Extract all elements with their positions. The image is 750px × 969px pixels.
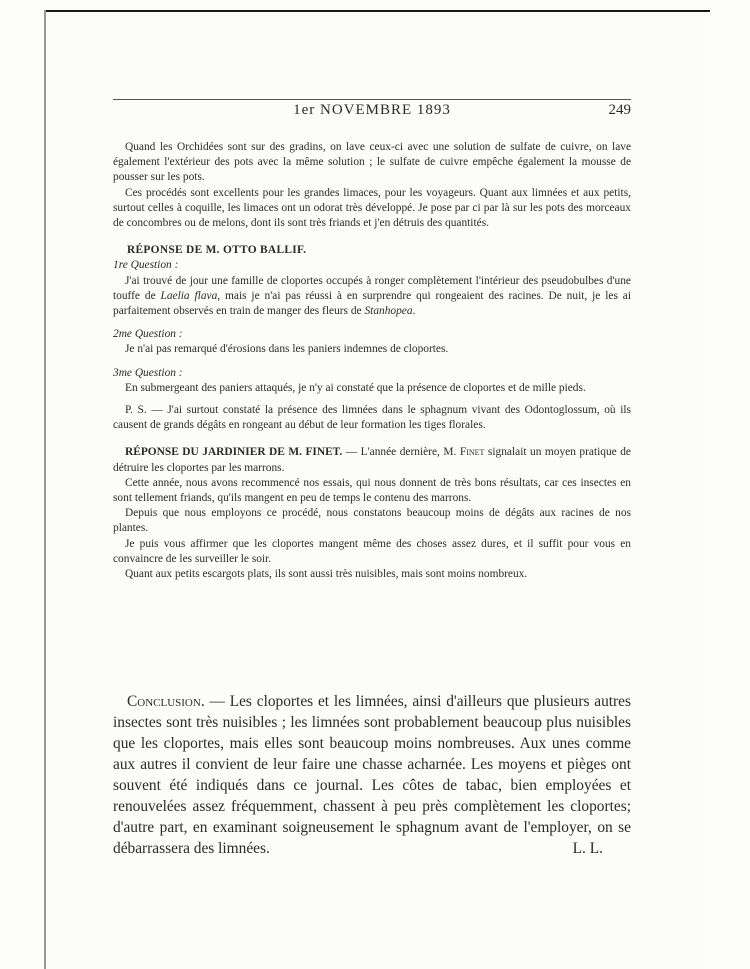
paragraph: Cette année, nous avons recommencé nos essais, qui nous donnent de très bons résultats, car ces insectes en sont tellement friands, qu'ils mangent en peu de temps le contenu des marrons. <box>113 476 631 505</box>
paragraph: Je puis vous affirmer que les cloportes mangent même des choses assez dures, et il suffit pour vous en convaincre de les surveiller le soir. <box>113 537 631 565</box>
header-date: 1er NOVEMBRE 1893 <box>293 102 451 118</box>
header-rule <box>113 99 631 100</box>
page-number: 249 <box>608 102 631 118</box>
text-run: . <box>412 305 416 318</box>
paragraph <box>113 445 631 475</box>
text-run: , mais je n'ai pas réussi à en surprendre qui rongeaient des racines. De nuit, je les ai parfaitement observés en train de manger des fleurs de <box>113 289 631 318</box>
running-header <box>113 102 631 122</box>
person-name: Finet <box>459 446 485 459</box>
genus-name: Stanhopea <box>364 305 413 318</box>
question-label: 2me Question : <box>113 328 183 341</box>
question-label: 1re Question : <box>113 259 179 272</box>
text-run: — Les cloportes et les limnées, ainsi d'ailleurs que plusieurs autres insectes sont très nuisibles ; les limnées sont probablement beaucoup plus nuisibles que les cloportes, mais elles sont beaucoup moins nombreuses. Aux unes comme aux autres il convient de leur faire une chasse acharnée. Les moyens et pièges ont souvent été indiqués dans ce journal. Les côtes de tabac, bien employées et renouvelées assez fréquemment, chassent à peu près complètement les cloportes; d'autre part, en examinant soigneusement le sphagnum avant de l'employer, on se débarrassera des limnées. <box>113 693 631 857</box>
conclusion-label: Conclusion. <box>127 693 205 710</box>
paragraph <box>113 274 631 320</box>
paragraph: En submergeant des paniers attaqués, je n'y ai constaté que la présence de cloportes et de mille pieds. <box>125 381 586 394</box>
text-run: signalait un moyen pratique de détruire les cloportes par les marrons. <box>113 446 631 474</box>
paragraph: Ces procédés sont excellents pour les grandes limaces, pour les voyageurs. Quant aux limnées et aux petits, surtout celles à coquille, les limaces ont un odorat très développé. Je pose par ci par là sur les pots des morceaux de concombres ou de melons, dont ils sont très friands et j'en détruis des quantités. <box>113 186 631 230</box>
article-body <box>113 140 631 582</box>
conclusion <box>113 691 631 859</box>
paragraph: Quant aux petits escargots plats, ils sont aussi très nuisibles, mais sont moins nombreux. <box>125 568 528 581</box>
section-heading-ballif: RÉPONSE DE M. OTTO BALLIF. <box>127 244 307 257</box>
section-heading-finet: RÉPONSE DU JARDINIER DE M. FINET. <box>125 446 343 459</box>
question-label: 3me Question : <box>113 366 183 379</box>
paragraph: Depuis que nous employons ce procédé, nous constatons beaucoup moins de dégâts aux racines de nos plantes. <box>113 507 631 535</box>
signature: L. L. <box>572 840 603 857</box>
text-run: J'ai trouvé de jour une famille de cloportes occupés à ronger complètement l'intérieur des pseudobulbes d'une touffe de <box>113 274 631 302</box>
conclusion-paragraph <box>113 691 631 859</box>
paragraph: Quand les Orchidées sont sur des gradins, on lave ceux-ci avec une solution de sulfate de cuivre, on lave également l'extérieur des pots avec la même solution ; le sulfate de cuivre empêche également la mousse de pousser sur les pots. <box>113 141 631 184</box>
species-name: Laelia flava <box>160 289 218 302</box>
paragraph: Je n'ai pas remarqué d'érosions dans les paniers indemnes de cloportes. <box>125 343 449 356</box>
text-run: — L'année dernière, M. <box>342 446 460 459</box>
postscript: P. S. — J'ai surtout constaté la présence des limnées dans le sphagnum vivant des Odontoglossum, où ils causent de grands dégâts en rongeant au début de leur formation les tiges florales. <box>113 404 631 432</box>
